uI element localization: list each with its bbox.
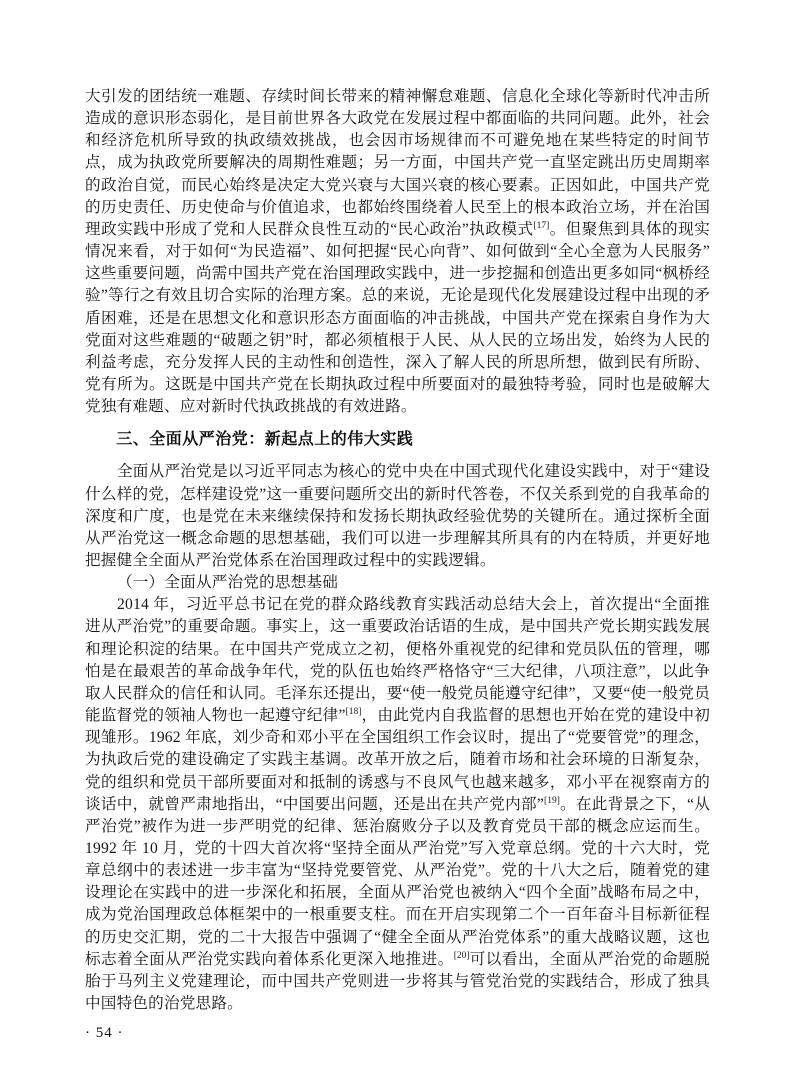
footnote-reference: [17] <box>533 220 550 231</box>
footnote-reference: [19] <box>544 795 560 806</box>
page-number: · 54 · <box>85 1025 124 1042</box>
body-paragraph: 全面从严治党是以习近平同志为核心的党中央在中国式现代化建设实践中，对于“建设什么样的党，怎样建设党”这一重要问题所交出的新时代答卷，不仅关系到党的自我革命的深度和广度，也是党在未来继续保持和发扬长期执政经验优势的关键所在。通过探析全面从严治党这一概念命题的思想基础，我们可以进一步理解其所具有的内在特质，并更好地把握健全全面从严治党体系在治国理政过程中的实践逻辑。 <box>85 463 710 569</box>
section-heading: 三、全面从严治党：新起点上的伟大实践 <box>116 431 414 449</box>
subsection-heading: （一）全面从严治党的思想基础 <box>116 574 339 592</box>
article-body <box>85 86 710 1044</box>
body-paragraph: 2014 年，习近平总书记在党的群众路线教育实践活动总结大会上，首次提出“全面推进从严治党”的重要命题。事实上，这一重要政治话语的生成，是中国共产党长期实践发展和理论积淀的结果。在中国共产党成立之初，便格外重视党的纪律和党员队伍的管理，哪怕是在最艰苦的革命战争年代，党的队伍也始终严格恪守“三大纪律，八项注意”，以此争取人民群众的信任和认同。毛泽东还提出，要“使一般党员能遵守纪律”，又要“使一般党员能监督党的领袖人物也一起遵守纪律”[18]，由此党内自我监督的思想也开始在党的建设中初现雏形。1962 年底，刘少奇和邓小平在全国组织工作会议时，提出了“党要管党”的理念，为执政后党的建设确定了实践主基调。改革开放之后，随着市场和社会环境的日渐复杂，党的组织和党员干部所要面对和抵制的诱惑与不良风气也越来越多，邓小平在视察南方的谈话中，就曾严肃地指出，“中国要出问题，还是出在共产党内部”[19]。在此背景之下，“从严治党”被作为进一步严明党的纪律、惩治腐败分子以及教育党员干部的概念应运而生。1992 年 10 月，党的十四大首次将“坚持全面从严治党”写入党章总纲。党的十六大时，党章总纲中的表述进一步丰富为“坚持党要管党、从严治党”。党的十八大之后，随着党的建设理论在实践中的进一步深化和拓展，全面从严治党也被纳入“四个全面”战略布局之中，成为党治国理政总体框架中的一根重要支柱。而在开启实现第二个一百年奋斗目标新征程的历史交汇期，党的二十大报告中强调了“健全全面从严治党体系”的重大战略议题，这也标志着全面从严治党实践向着体系化更深入地推进。[20]可以看出，全面从严治党的命题脱胎于马列主义党建理论，而中国共产党则进一步将其与管党治党的实践结合，形成了独具中国特色的治党思路。 <box>85 596 711 1013</box>
footnote-reference: [18] <box>345 706 362 717</box>
footnote-reference: [20] <box>453 950 470 961</box>
body-paragraph-continued: 大引发的团结统一难题、存续时间长带来的精神懈怠难题、信息化全球化等新时代冲击所造成的意识形态弱化，是目前世界各大政党在发展过程中都面临的共同问题。此外，社会和经济危机所导致的执政绩效挑战，也会因市场规律而不可避免地在某些特定的时间节点，成为执政党所要解决的周期性难题；另一方面，中国共产党一直坚定跳出历史周期率的政治自觉，而民心始终是决定大党兴衰与大国兴衰的核心要素。正因如此，中国共产党的历史责任、历史使命与价值追求，也都始终围绕着人民至上的根本政治立场，并在治国理政实践中形成了党和人民群众良性互动的“民心政治”执政模式[17]。但聚焦到具体的现实情况来看，对于如何“为民造福”、如何把握“民心向背”、如何做到“全心全意为人民服务”这些重要问题，尚需中国共产党在治国理政实践中，进一步挖掘和创造出更多如同“枫桥经验”等行之有效且切合实际的治理方案。总的来说，无论是现代化发展建设过程中出现的矛盾困难，还是在思想文化和意识形态方面面临的冲击挑战，中国共产党在探索自身作为大党面对这些难题的“破题之钥”时，都必须植根于人民、从人民的立场出发，始终为人民的利益考虑，充分发挥人民的主动性和创造性，深入了解人民的所思所想，做到民有所盼、党有所为。这既是中国共产党在长期执政过程中所要面对的最独特考验，同时也是破解大党独有难题、应对新时代执政挑战的有效进路。 <box>85 88 710 416</box>
